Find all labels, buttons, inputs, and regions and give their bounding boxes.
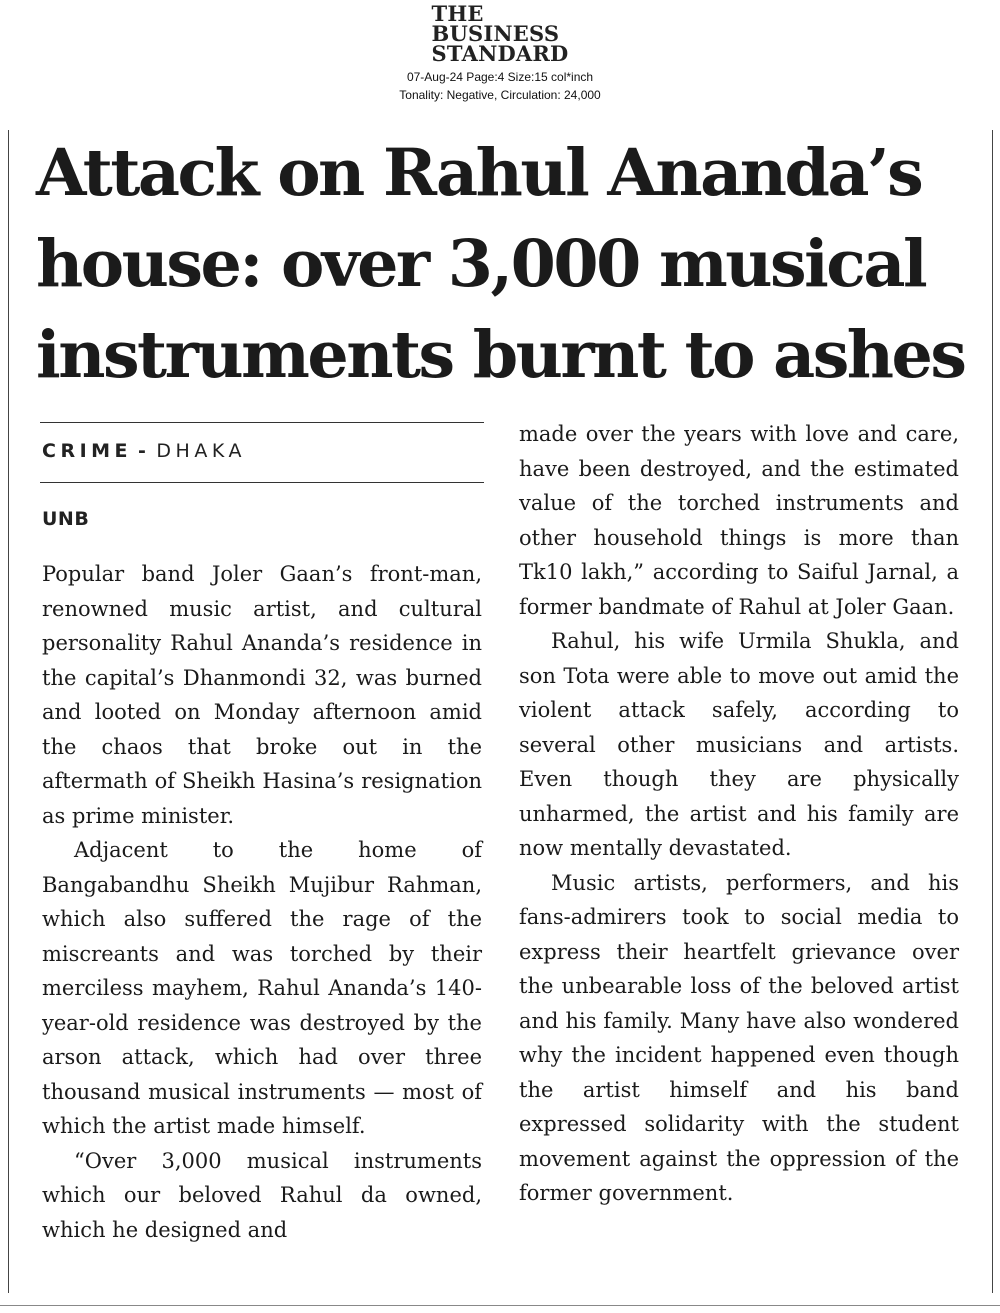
publication-logo (431, 1, 569, 66)
divider (40, 482, 484, 483)
article-paragraph: Adjacent to the home of Bangabandhu Sheikh Mujibur Rahman, which also suffered the rage of the miscreants and was torched by their merciless mayhem, Rahul Ananda’s 140-year-old residence was destroyed by the arson attack, which had over three thousand musical instruments — most of which the artist made himself. (42, 838, 482, 1138)
frame-border-left (8, 130, 9, 1293)
divider (40, 422, 484, 423)
logo-line: THE (431, 1, 484, 26)
clipping-meta-date-size: 07-Aug-24 Page:4 Size:15 col*inch (406, 70, 594, 84)
section-secondary: DHAKA (156, 440, 246, 462)
clipping-meta-tonality: Tonality: Negative, Circulation: 24,000 (399, 88, 601, 102)
frame-border-bottom (0, 1305, 1000, 1306)
article-paragraph: made over the years with love and care, have been destroyed, and the estimated value of the torched instruments and other household things is more than Tk10 lakh,” according to Saiful Jarnal, a former bandmate of Rahul at Joler Gaan. (519, 422, 959, 619)
article-column-right (519, 417, 959, 1211)
masthead (0, 1, 1000, 102)
logo-line: STANDARD (431, 41, 569, 66)
section-separator: - (138, 440, 151, 462)
article-column-left (42, 557, 482, 1247)
byline: UNB (42, 508, 90, 530)
logo-line: BUSINESS (431, 21, 560, 46)
article-paragraph: Popular band Joler Gaan’s front-man, renowned music artist, and cultural personality Rahul Ananda’s residence in the capital’s Dhanmondi 32, was burned and looted on Monday afternoon amid the chaos that broke out in the aftermath of Sheikh Hasina’s resignation as prime minister. (42, 562, 482, 828)
article-paragraph: “Over 3,000 musical instruments which our beloved Rahul da owned, which he designed and (42, 1148, 482, 1242)
article-headline: Attack on Rahul Ananda’s house: over 3,000 musical instruments burnt to ashes (36, 135, 965, 393)
section-label (42, 440, 246, 462)
section-primary: CRIME (42, 440, 133, 462)
article-paragraph: Music artists, performers, and his fans-admirers took to social media to express their heartfelt grievance over the unbearable loss of the beloved artist and his family. Many have also wondered why the incident happened even though the artist himself and his band expressed solidarity with the student movement against the oppression of the former government. (519, 870, 959, 1205)
frame-border-right (992, 130, 993, 1293)
article-paragraph: Rahul, his wife Urmila Shukla, and son Tota were able to move out amid the violent attack safely, according to several other musicians and artists. Even though they are physically unharmed, the artist and his family are now mentally devastated. (519, 629, 959, 860)
